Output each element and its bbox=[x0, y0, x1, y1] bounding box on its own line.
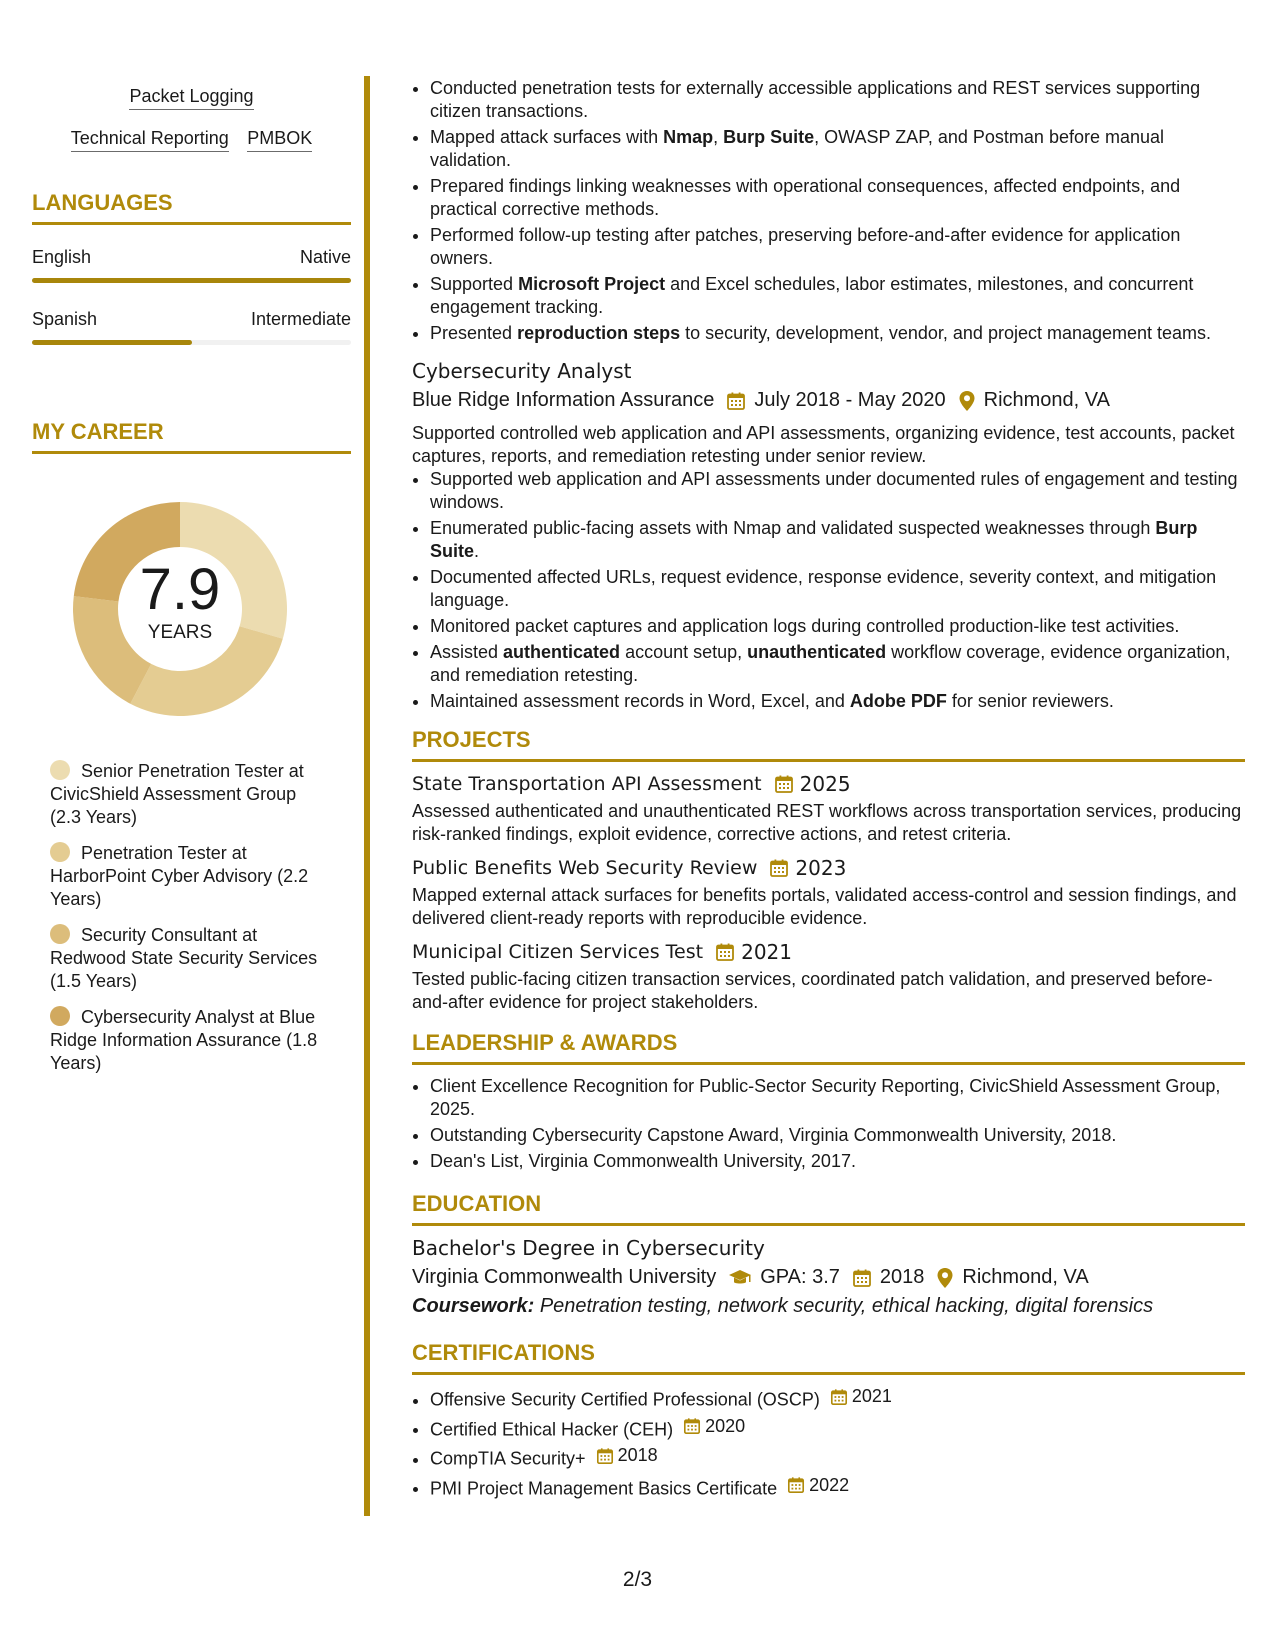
bullet-text: account setup, bbox=[620, 642, 748, 662]
location-pin-icon bbox=[958, 390, 976, 412]
skill-tag: Packet Logging bbox=[129, 86, 253, 110]
legend-dot bbox=[50, 842, 70, 862]
column-divider bbox=[364, 76, 370, 1516]
legend-dot bbox=[50, 1006, 70, 1026]
bold-text: Burp Suite bbox=[430, 518, 1198, 561]
cert-year: 2018 bbox=[617, 1445, 658, 1465]
bullet-item bbox=[430, 77, 1245, 123]
calendar-icon bbox=[683, 1417, 701, 1435]
languages-heading: LANGUAGES bbox=[32, 190, 351, 225]
calendar-icon bbox=[774, 774, 794, 794]
language-level: Native bbox=[299, 247, 351, 267]
proficiency-track bbox=[32, 340, 351, 345]
cert-name: PMI Project Management Basics Certificate bbox=[430, 1478, 778, 1498]
coursework-text: Penetration testing, network security, ethical hacking, digital forensics bbox=[539, 1295, 1154, 1317]
calendar-icon bbox=[787, 1476, 805, 1494]
coursework bbox=[412, 1295, 1245, 1318]
cert-item bbox=[430, 1415, 1245, 1442]
job-summary: Supported controlled web application and API assessments, organizing evidence, test accounts, packet captures, reports, and remediation retesting under senior review. bbox=[412, 423, 1235, 466]
calendar-icon bbox=[769, 858, 789, 878]
education-location: Richmond, VA bbox=[962, 1266, 1089, 1288]
project-title: Public Benefits Web Security Review bbox=[412, 857, 758, 879]
bullet-text: Supported bbox=[430, 274, 519, 294]
bullet-text: Conducted penetration tests for externally accessible applications and REST services supporting citizen transactions. bbox=[430, 78, 1201, 121]
bullet-text: Maintained assessment records in Word, Excel, and bbox=[430, 691, 850, 711]
project-year: 2021 bbox=[741, 940, 793, 964]
project-description: Mapped external attack surfaces for benefits portals, validated access-control and session findings, and delivered client-ready reports with reproducible evidence. bbox=[412, 885, 1237, 928]
bullet-text: Performed follow-up testing after patches, preserving before-and-after evidence for application owners. bbox=[430, 225, 1181, 268]
project-title: Municipal Citizen Services Test bbox=[412, 941, 704, 963]
career-total-years: 7.9 bbox=[139, 557, 221, 622]
bullet-text: . bbox=[474, 541, 480, 561]
career-total-unit: YEARS bbox=[147, 622, 213, 643]
skills-list bbox=[32, 86, 351, 170]
career-legend-item bbox=[50, 1006, 330, 1075]
bold-text: Burp Suite bbox=[723, 127, 815, 147]
proficiency-track bbox=[32, 278, 351, 283]
language-level: Intermediate bbox=[250, 309, 351, 329]
calendar-icon bbox=[852, 1268, 872, 1288]
bullet-text: Assisted bbox=[430, 642, 504, 662]
bullet-text: Supported web application and API assessments under documented rules of engagement and testing windows. bbox=[430, 469, 1238, 512]
language-item bbox=[32, 247, 351, 283]
education-meta bbox=[412, 1266, 1245, 1289]
project-description: Tested public-facing citizen transaction services, coordinated patch validation, and preserved before-and-after evidence for project stakeholders. bbox=[412, 969, 1213, 1012]
bullet-text: Monitored packet captures and application logs during controlled production-like test activities. bbox=[430, 616, 1180, 636]
career-legend-item bbox=[50, 842, 330, 911]
bullet-text: and Excel schedules, labor estimates, milestones, and concurrent engagement tracking. bbox=[430, 274, 1194, 317]
bullet-text: , bbox=[713, 127, 724, 147]
proficiency-bar bbox=[32, 340, 192, 345]
bold-text: authenticated bbox=[503, 642, 621, 662]
bold-text: Nmap bbox=[663, 127, 714, 147]
school-name: Virginia Commonwealth University bbox=[412, 1266, 717, 1288]
career-legend-label: Senior Penetration Tester at CivicShield Assessment Group (2.3 Years) bbox=[50, 761, 304, 827]
certifications-heading: CERTIFICATIONS bbox=[412, 1340, 1245, 1375]
cert-year: 2022 bbox=[809, 1474, 850, 1495]
career-legend-item bbox=[50, 924, 330, 993]
job-meta bbox=[412, 389, 1245, 412]
skill-tag: PMBOK bbox=[247, 128, 312, 152]
bullet-item bbox=[430, 615, 1245, 638]
projects-heading: PROJECTS bbox=[412, 727, 1245, 762]
legend-dot bbox=[50, 760, 70, 780]
career-heading: MY CAREER bbox=[32, 419, 351, 454]
bullet-item bbox=[430, 566, 1245, 612]
bullet-item bbox=[430, 126, 1245, 172]
job-bullets bbox=[412, 468, 1245, 713]
job-title: Cybersecurity Analyst bbox=[412, 359, 632, 383]
cert-name: Offensive Security Certified Professional (OSCP) bbox=[430, 1389, 820, 1410]
awards-heading: LEADERSHIP & AWARDS bbox=[412, 1030, 1245, 1065]
career-donut-chart bbox=[65, 494, 295, 724]
graduation-cap-icon bbox=[728, 1269, 752, 1287]
previous-job-bullets bbox=[412, 77, 1245, 345]
location-pin-icon bbox=[936, 1267, 954, 1289]
page-number: 2/3 bbox=[622, 1568, 653, 1591]
language-name: Spanish bbox=[32, 309, 98, 329]
language-name: English bbox=[32, 247, 92, 267]
project-year: 2025 bbox=[799, 772, 851, 796]
legend-dot bbox=[50, 924, 70, 944]
bullet-item bbox=[430, 517, 1245, 563]
cert-item bbox=[430, 1474, 1245, 1501]
gpa: GPA: 3.7 bbox=[760, 1266, 840, 1288]
bullet-text: for senior reviewers. bbox=[946, 691, 1114, 711]
project-item bbox=[412, 772, 1245, 846]
bullet-item bbox=[430, 224, 1245, 270]
job-company: Blue Ridge Information Assurance bbox=[412, 389, 715, 411]
bullet-text: , OWASP ZAP, and Postman before manual validation. bbox=[430, 127, 1165, 170]
career-legend-item bbox=[50, 760, 330, 829]
education-heading: EDUCATION bbox=[412, 1191, 1245, 1226]
project-year: 2023 bbox=[795, 856, 847, 880]
bullet-item bbox=[430, 175, 1245, 221]
career-legend bbox=[50, 760, 330, 1075]
cert-year: 2020 bbox=[705, 1415, 746, 1436]
bullet-item bbox=[430, 641, 1245, 687]
calendar-icon bbox=[715, 942, 735, 962]
bullet-text: Documented affected URLs, request evidence, response evidence, severity context, and mitigation language. bbox=[430, 567, 1217, 610]
calendar-icon bbox=[830, 1388, 848, 1406]
language-item bbox=[32, 309, 351, 345]
certifications-list bbox=[412, 1385, 1245, 1500]
career-legend-label: Security Consultant at Redwood State Security Services (1.5 Years) bbox=[50, 925, 318, 991]
project-title: State Transportation API Assessment bbox=[412, 773, 762, 795]
bullet-text: Presented bbox=[430, 323, 518, 343]
job-location: Richmond, VA bbox=[983, 389, 1110, 411]
project-description: Assessed authenticated and unauthenticated REST workflows across transportation services, producing risk-ranked findings, exploit evidence, corrective actions, and retest criteria. bbox=[412, 801, 1242, 844]
cert-item bbox=[430, 1444, 1245, 1471]
project-item bbox=[412, 856, 1245, 930]
award-item: • Dean's List, Virginia Commonwealth University, 2017. bbox=[430, 1150, 1245, 1173]
proficiency-bar bbox=[32, 278, 351, 283]
skill-tag: Technical Reporting bbox=[71, 128, 229, 152]
award-item: • Client Excellence Recognition for Public-Sector Security Reporting, CivicShield Assessment Group, 2025. bbox=[430, 1075, 1245, 1121]
bold-text: reproduction steps bbox=[517, 323, 681, 343]
main-content bbox=[412, 77, 1245, 1503]
bold-text: Microsoft Project bbox=[518, 274, 666, 294]
bold-text: Adobe PDF bbox=[849, 691, 947, 711]
sidebar bbox=[32, 86, 351, 1088]
graduation-year: 2018 bbox=[879, 1266, 925, 1288]
bold-text: unauthenticated bbox=[747, 642, 887, 662]
career-legend-label: Penetration Tester at HarborPoint Cyber Advisory (2.2 Years) bbox=[50, 843, 309, 909]
career-legend-label: Cybersecurity Analyst at Blue Ridge Information Assurance (1.8 Years) bbox=[50, 1007, 318, 1073]
calendar-icon bbox=[726, 391, 746, 411]
cert-name: CompTIA Security+ bbox=[430, 1448, 586, 1469]
coursework-label: Coursework: bbox=[412, 1295, 535, 1317]
project-item bbox=[412, 940, 1245, 1014]
calendar-icon bbox=[596, 1447, 614, 1465]
cert-name: Certified Ethical Hacker (CEH) bbox=[430, 1419, 674, 1439]
bullet-item bbox=[430, 322, 1245, 345]
bullet-item bbox=[430, 690, 1245, 713]
cert-year: 2021 bbox=[851, 1386, 892, 1406]
awards-list bbox=[412, 1075, 1245, 1173]
bullet-text: to security, development, vendor, and project management teams. bbox=[680, 323, 1212, 343]
job-dates: July 2018 - May 2020 bbox=[754, 389, 946, 411]
bullet-text: Mapped attack surfaces with bbox=[430, 127, 664, 147]
award-item: • Outstanding Cybersecurity Capstone Award, Virginia Commonwealth University, 2018. bbox=[430, 1124, 1245, 1147]
bullet-text: Enumerated public-facing assets with Nmap and validated suspected weaknesses through bbox=[430, 518, 1156, 538]
bullet-text: Prepared findings linking weaknesses with operational consequences, affected endpoints, and practical corrective methods. bbox=[430, 176, 1181, 219]
bullet-text: workflow coverage, evidence organization, and remediation retesting. bbox=[430, 642, 1231, 685]
bullet-item bbox=[430, 468, 1245, 514]
degree-title: Bachelor's Degree in Cybersecurity bbox=[412, 1236, 765, 1260]
bullet-item bbox=[430, 273, 1245, 319]
cert-item bbox=[430, 1385, 1245, 1412]
